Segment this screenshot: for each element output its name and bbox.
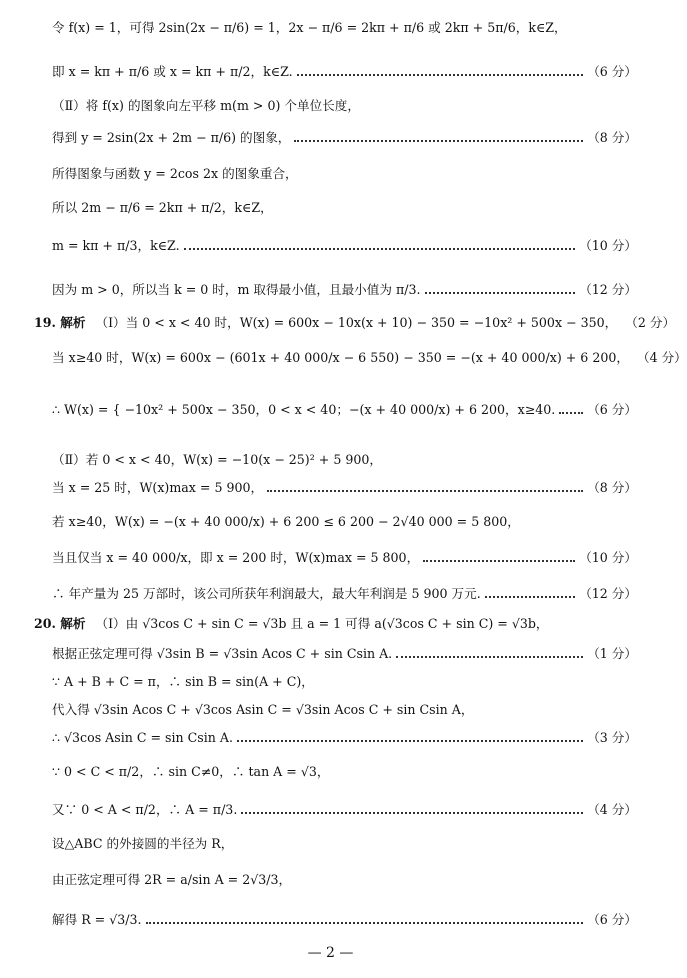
solution-line <box>52 758 637 786</box>
leader-dots <box>425 292 576 294</box>
score-marker: （10 分） <box>579 237 637 253</box>
line-text: 得到 y = 2sin(2x + 2m − π/6) 的图象， <box>52 129 291 145</box>
score-marker: （6 分） <box>587 401 637 417</box>
line-text: ∵ A + B + C = π，∴ sin B = sin(A + C)， <box>52 673 314 689</box>
score-marker: （12 分） <box>579 281 637 297</box>
line-text: 当且仅当 x = 40 000/x，即 x = 200 时，W(x)max = 5 800， <box>52 549 420 565</box>
leader-dots <box>184 248 576 250</box>
solution-line <box>52 668 637 696</box>
leader-dots <box>146 922 584 924</box>
solution-line <box>52 830 637 858</box>
solution-line <box>52 232 637 260</box>
leader-dots <box>423 560 575 562</box>
score-marker: （8 分） <box>587 129 637 145</box>
leader-dots <box>396 656 583 658</box>
solution-line <box>52 344 687 372</box>
solution-line <box>52 580 637 608</box>
leader-dots <box>294 140 583 142</box>
solution-line <box>52 796 637 824</box>
solution-line <box>52 92 637 120</box>
leader-dots <box>267 490 583 492</box>
line-text: （Ⅱ）将 f(x) 的图象向左平移 m(m > 0) 个单位长度， <box>52 97 360 113</box>
solution-line <box>52 474 637 502</box>
line-text: 设△ABC 的外接圆的半径为 R， <box>52 835 234 851</box>
line-text: （Ⅱ）若 0 < x < 40，W(x) = −10(x − 25)² + 5 900， <box>52 451 382 467</box>
line-text: m = kπ + π/3，k∈Z. <box>52 237 180 253</box>
question-number: 19. 解析 <box>34 314 86 330</box>
page-number: — 2 — <box>307 945 354 961</box>
line-text: 所以 2m − π/6 = 2kπ + π/2，k∈Z， <box>52 199 273 215</box>
line-text: 当 x≥40 时，W(x) = 600x − (601x + 40 000/x − 6 550) − 350 = −(x + 40 000/x) + 6 200， <box>52 349 629 365</box>
score-marker: （3 分） <box>587 729 637 745</box>
leader-dots <box>297 74 584 76</box>
line-text: ∴ W(x) = { −10x² + 500x − 350，0 < x < 40；−(x + 40 000/x) + 6 200，x≥40. <box>52 401 556 417</box>
solution-line <box>52 194 637 222</box>
line-text: （Ⅰ）由 √3cos C + sin C = √3b 且 a = 1 可得 a(√3cos C + sin C) = √3b， <box>95 615 549 631</box>
line-text: 令 f(x) = 1，可得 2sin(2x − π/6) = 1，2x − π/6 = 2kπ + π/6 或 2kπ + 5π/6，k∈Z， <box>52 19 567 35</box>
solution-line <box>52 276 637 304</box>
score-marker: （12 分） <box>579 585 637 601</box>
solution-line <box>52 866 637 894</box>
solution-line <box>52 14 637 42</box>
line-text: 又∵ 0 < A < π/2，∴ A = π/3. <box>52 801 238 817</box>
line-text: ∵ 0 < C < π/2，∴ sin C≠0，∴ tan A = √3， <box>52 763 330 779</box>
score-marker: （10 分） <box>579 549 637 565</box>
line-text: 由正弦定理可得 2R = a/sin A = 2√3/3， <box>52 871 292 887</box>
line-text: 所得图象与函数 y = 2cos 2x 的图象重合， <box>52 165 298 181</box>
solution-line <box>52 124 637 152</box>
solution-line <box>52 906 637 934</box>
leader-dots <box>241 812 583 814</box>
solution-line <box>52 640 637 668</box>
solution-line <box>52 446 637 474</box>
line-text: （Ⅰ）当 0 < x < 40 时，W(x) = 600x − 10x(x + 10) − 350 = −10x² + 500x − 350， <box>95 314 618 330</box>
score-marker: （1 分） <box>587 645 637 661</box>
solution-line <box>34 309 676 337</box>
line-text: 解得 R = √3/3. <box>52 911 142 927</box>
score-marker: （6 分） <box>587 911 637 927</box>
solution-line <box>52 696 637 724</box>
leader-dots <box>485 596 575 598</box>
score-marker: （4 分） <box>636 349 687 365</box>
score-marker: （8 分） <box>587 479 637 495</box>
score-marker: （2 分） <box>625 314 676 330</box>
line-text: ∴ √3cos Asin C = sin Csin A. <box>52 729 233 745</box>
line-text: 因为 m > 0，所以当 k = 0 时，m 取得最小值，且最小值为 π/3. <box>52 281 421 297</box>
line-text: 当 x = 25 时，W(x)max = 5 900， <box>52 479 264 495</box>
solution-line <box>52 58 637 86</box>
leader-dots <box>559 412 583 414</box>
score-marker: （4 分） <box>587 801 637 817</box>
solution-line <box>52 508 637 536</box>
solution-line <box>34 610 637 638</box>
solution-line <box>52 160 637 188</box>
line-text: 根据正弦定理可得 √3sin B = √3sin Acos C + sin Csin A. <box>52 645 393 661</box>
score-marker: （6 分） <box>587 63 637 79</box>
question-number: 20. 解析 <box>34 615 86 631</box>
solution-line <box>52 544 637 572</box>
line-text: 代入得 √3sin Acos C + √3cos Asin C = √3sin Acos C + sin Csin A， <box>52 701 474 717</box>
line-text: ∴ 年产量为 25 万部时，该公司所获年利润最大，最大年利润是 5 900 万元. <box>52 585 481 601</box>
leader-dots <box>237 740 583 742</box>
line-text: 若 x≥40，W(x) = −(x + 40 000/x) + 6 200 ≤ 6 200 − 2√40 000 = 5 800， <box>52 513 520 529</box>
solution-line <box>52 724 637 752</box>
line-text: 即 x = kπ + π/6 或 x = kπ + π/2，k∈Z. <box>52 63 293 79</box>
solution-line <box>52 396 637 424</box>
